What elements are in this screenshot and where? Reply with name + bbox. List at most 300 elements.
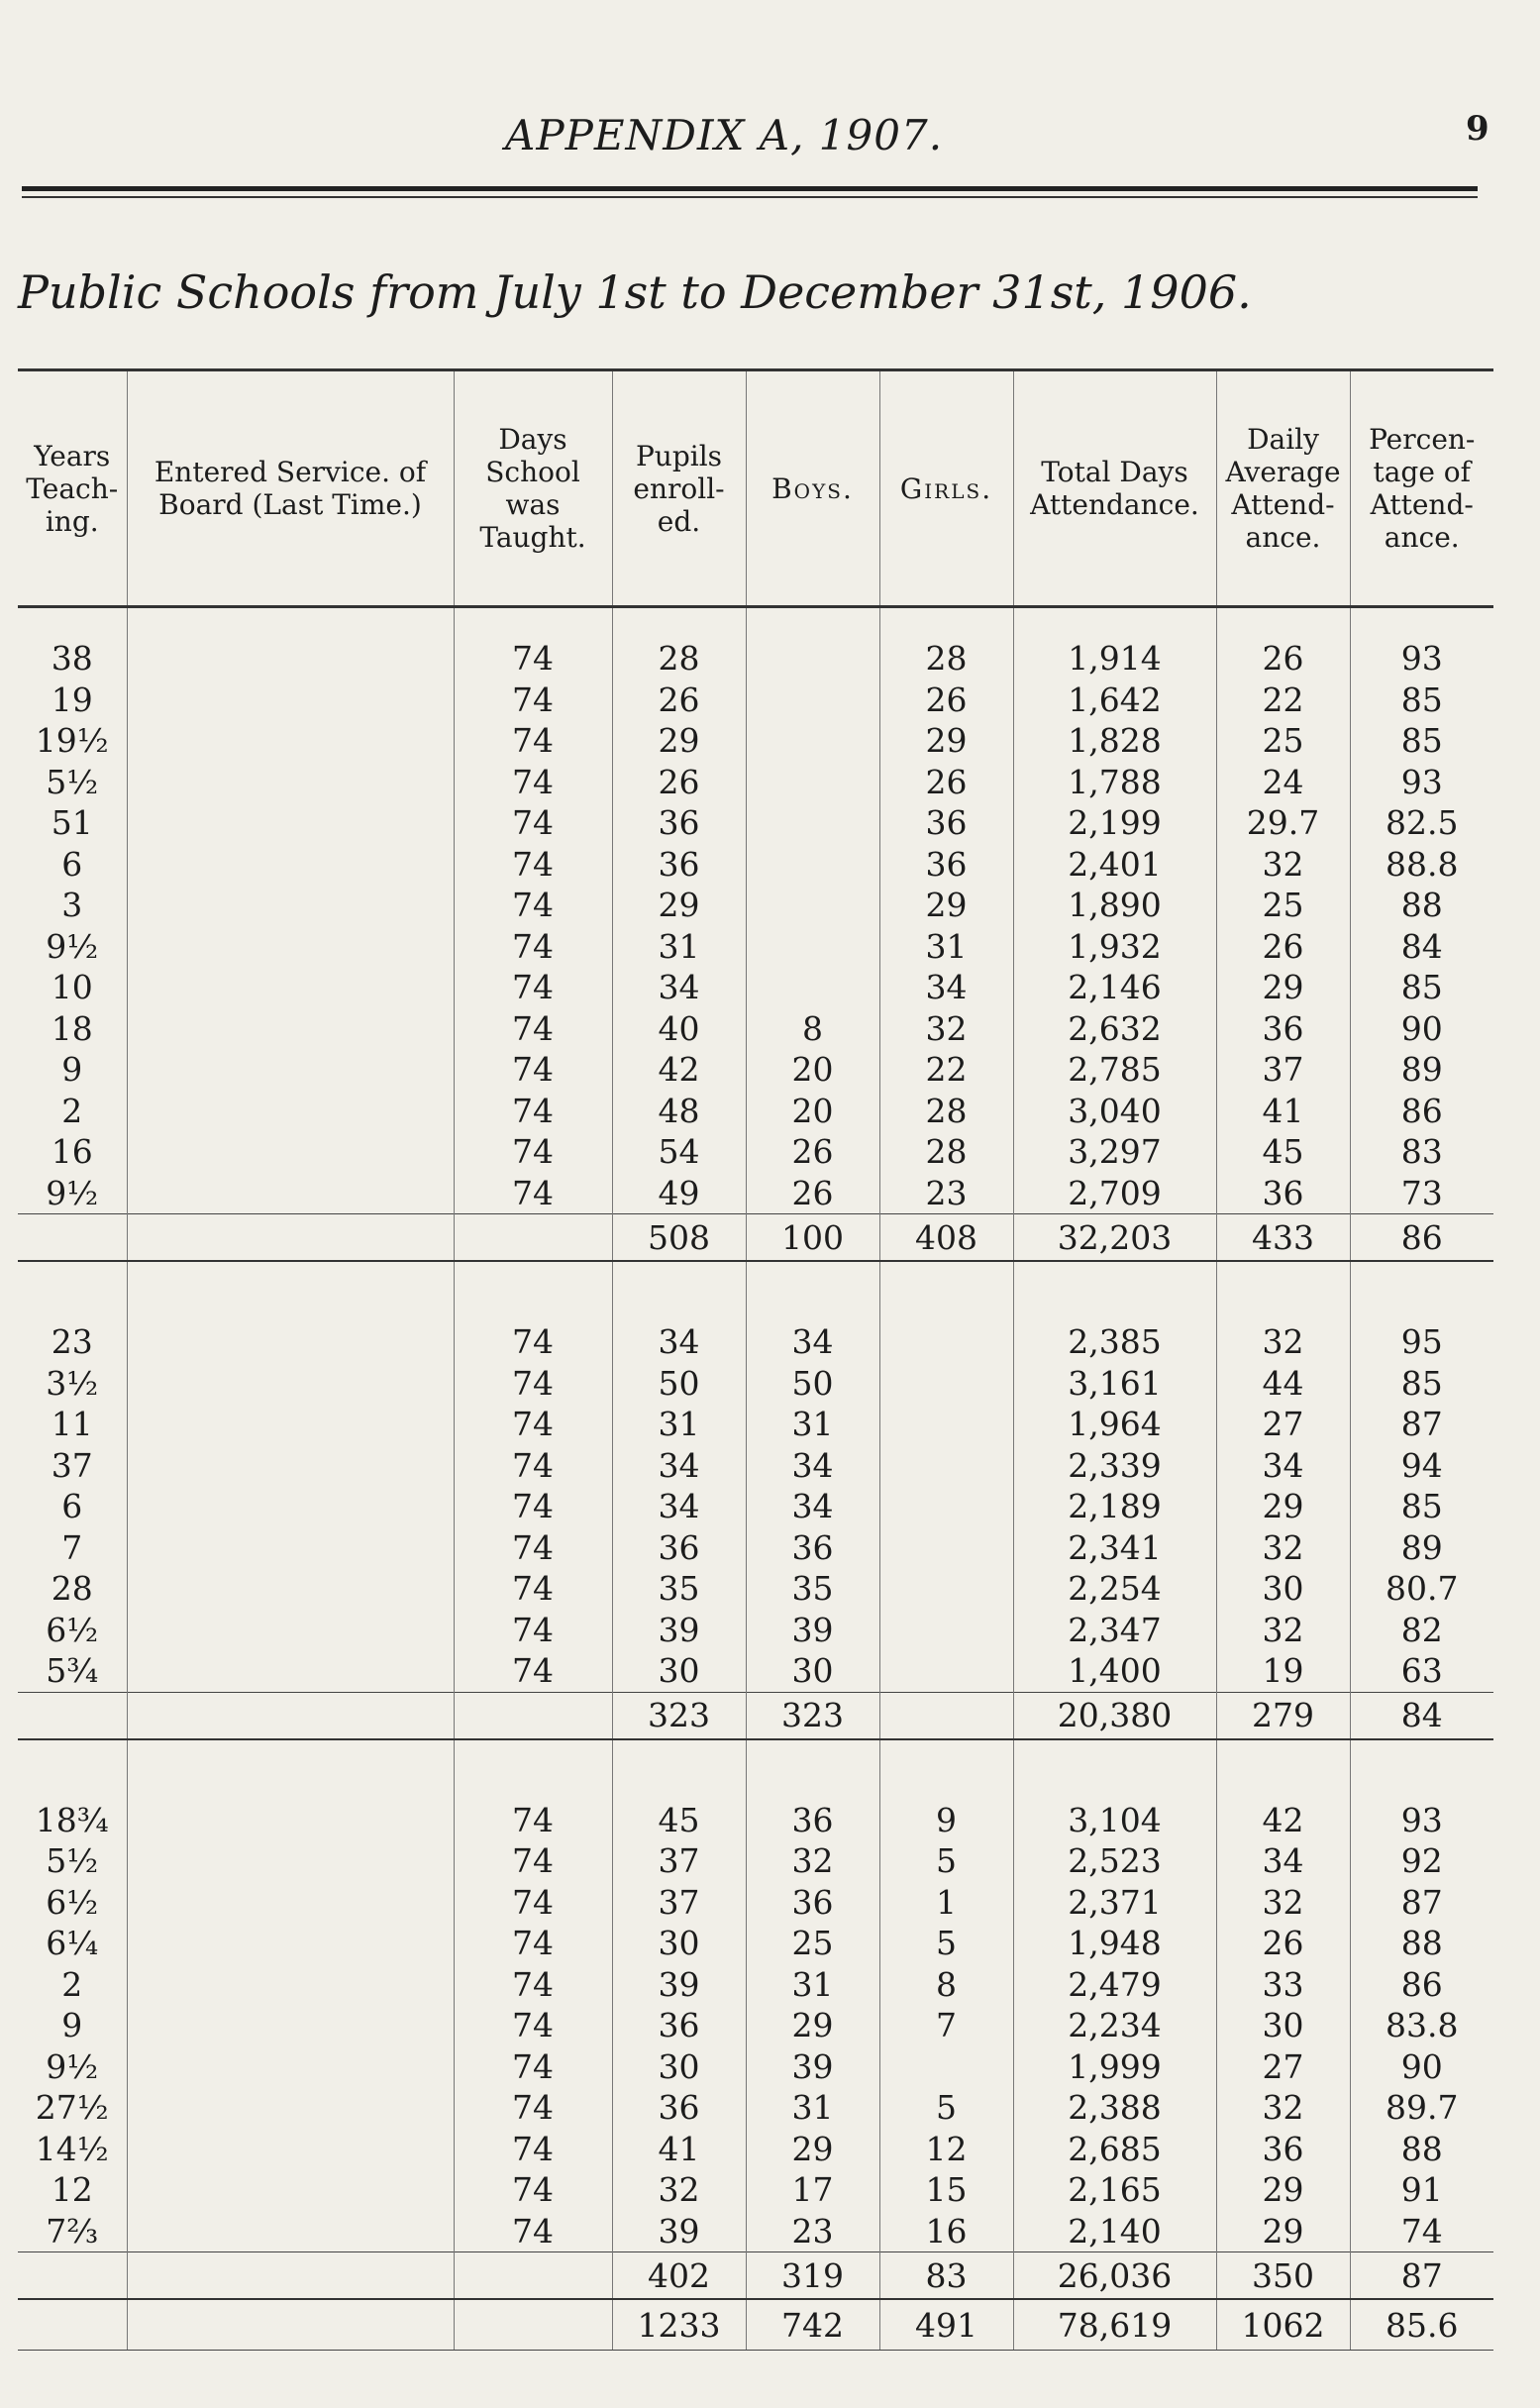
daily-average-cell: 44 (1216, 1363, 1350, 1405)
daily-average-cell: 19 (1216, 1650, 1350, 1692)
years-cell: 9½ (46, 1173, 99, 1212)
daily-average-cell: 27 (1216, 1404, 1350, 1445)
entered-cell (127, 762, 454, 803)
percentage-cell: 87 (1350, 1404, 1493, 1445)
boys-cell (746, 607, 879, 680)
total-days-cell: 2,371 (1013, 1882, 1216, 1924)
daily-average-cell: 24 (1216, 762, 1350, 803)
percentage-cell: 87 (1350, 1882, 1493, 1924)
days-cell: 74 (454, 1486, 612, 1527)
pupils-cell: 35 (612, 1568, 746, 1610)
girls-cell (879, 1261, 1013, 1292)
years-cell: 28 (51, 1569, 93, 1609)
entered-cell (127, 1964, 454, 2006)
table-row (18, 1363, 1493, 1405)
years-cell (18, 1692, 127, 1739)
days-cell (454, 1739, 612, 1770)
days-cell: 74 (454, 1650, 612, 1692)
girls-cell: 16 (879, 2211, 1013, 2252)
boys-cell: 29 (746, 2005, 879, 2046)
daily-average-cell: 37 (1216, 1049, 1350, 1091)
boys-cell: 31 (746, 2087, 879, 2129)
girls-cell: 23 (879, 1173, 1013, 1214)
col-boys: Boys. (746, 370, 879, 607)
percentage-cell: 73 (1350, 1173, 1493, 1214)
entered-cell (127, 2129, 454, 2170)
boys-cell (746, 1261, 879, 1292)
total-days-cell: 2,165 (1013, 2169, 1216, 2211)
table-row (18, 1404, 1493, 1445)
pupils-cell: 39 (612, 1964, 746, 2006)
daily-average-cell: 34 (1216, 1445, 1350, 1487)
pupils-cell (612, 1739, 746, 1770)
percentage-cell: 84 (1350, 1692, 1493, 1739)
pupils-cell: 31 (612, 1404, 746, 1445)
girls-cell: 491 (879, 2299, 1013, 2351)
pupils-cell: 41 (612, 2129, 746, 2170)
table-row (18, 1486, 1493, 1527)
girls-cell (879, 1363, 1013, 1405)
daily-average-cell: 1062 (1216, 2299, 1350, 2351)
pupils-cell: 34 (612, 1292, 746, 1363)
boys-cell: 36 (746, 1770, 879, 1841)
percentage-cell: 88 (1350, 1923, 1493, 1964)
years-cell: 2 (61, 1091, 83, 1130)
daily-average-cell: 32 (1216, 1527, 1350, 1569)
boys-cell (746, 844, 879, 886)
pupils-cell: 29 (612, 720, 746, 762)
days-cell: 74 (454, 2211, 612, 2252)
total-days-cell: 32,203 (1013, 1214, 1216, 1262)
pupils-cell: 34 (612, 967, 746, 1008)
boys-cell: 25 (746, 1923, 879, 1964)
table-row (18, 1610, 1493, 1651)
percentage-cell (1350, 1261, 1493, 1292)
years-cell (18, 1739, 127, 1770)
days-cell: 74 (454, 2129, 612, 2170)
percentage-cell: 86 (1350, 1091, 1493, 1132)
entered-cell (127, 1214, 454, 1262)
boys-cell (746, 802, 879, 844)
boys-cell: 34 (746, 1445, 879, 1487)
days-cell: 74 (454, 1292, 612, 1363)
days-cell: 74 (454, 1445, 612, 1487)
table-subtitle: Public Schools from July 1st to December 31st, 1906. (18, 265, 1252, 319)
girls-cell: 29 (879, 720, 1013, 762)
pupils-cell: 54 (612, 1131, 746, 1173)
boys-cell (746, 885, 879, 926)
years-cell: 6 (61, 844, 83, 884)
header-rule-thin (22, 196, 1478, 198)
daily-average-cell: 32 (1216, 2087, 1350, 2129)
pupils-cell: 48 (612, 1091, 746, 1132)
girls-cell (879, 1692, 1013, 1739)
pupils-cell: 40 (612, 1008, 746, 1050)
table-row (18, 2046, 1493, 2088)
girls-cell: 9 (879, 1770, 1013, 1841)
daily-average-cell: 27 (1216, 2046, 1350, 2088)
table-row (18, 1049, 1493, 1091)
total-days-cell: 2,341 (1013, 1527, 1216, 1569)
boys-cell: 8 (746, 1008, 879, 1050)
percentage-cell: 63 (1350, 1650, 1493, 1692)
percentage-cell (1350, 1739, 1493, 1770)
group-total-row (18, 2252, 1493, 2300)
days-cell: 74 (454, 2087, 612, 2129)
daily-average-cell: 26 (1216, 1923, 1350, 1964)
days-cell: 74 (454, 1964, 612, 2006)
daily-average-cell: 22 (1216, 680, 1350, 721)
years-cell: 6¼ (46, 1924, 99, 1963)
years-cell: 19½ (35, 721, 109, 761)
total-days-cell: 2,785 (1013, 1049, 1216, 1091)
daily-average-cell (1216, 1261, 1350, 1292)
total-days-cell (1013, 1261, 1216, 1292)
percentage-cell: 85 (1350, 1486, 1493, 1527)
days-cell: 74 (454, 1008, 612, 1050)
entered-cell (127, 1486, 454, 1527)
total-days-cell: 1,890 (1013, 885, 1216, 926)
table-row (18, 1445, 1493, 1487)
total-days-cell: 2,523 (1013, 1840, 1216, 1882)
pupils-cell: 36 (612, 2005, 746, 2046)
years-cell: 23 (51, 1322, 93, 1362)
boys-cell: 39 (746, 1610, 879, 1651)
years-cell (18, 2252, 127, 2300)
entered-cell (127, 885, 454, 926)
percentage-cell: 93 (1350, 1770, 1493, 1841)
daily-average-cell: 350 (1216, 2252, 1350, 2300)
table-row (18, 2005, 1493, 2046)
pupils-cell: 37 (612, 1882, 746, 1924)
years-cell: 6½ (46, 1610, 99, 1649)
entered-cell (127, 1131, 454, 1173)
years-cell: 9½ (46, 926, 99, 966)
pupils-cell: 31 (612, 926, 746, 968)
pupils-cell (612, 1261, 746, 1292)
boys-cell: 39 (746, 2046, 879, 2088)
total-days-cell: 1,828 (1013, 720, 1216, 762)
percentage-cell: 85 (1350, 680, 1493, 721)
table-row (18, 1964, 1493, 2006)
days-cell: 74 (454, 1363, 612, 1405)
pupils-cell: 39 (612, 1610, 746, 1651)
girls-cell: 22 (879, 1049, 1013, 1091)
group-total-row (18, 1214, 1493, 1262)
days-cell: 74 (454, 1882, 612, 1924)
pupils-cell: 30 (612, 1650, 746, 1692)
girls-cell (879, 1610, 1013, 1651)
days-cell (454, 2252, 612, 2300)
girls-cell: 5 (879, 2087, 1013, 2129)
percentage-cell: 95 (1350, 1292, 1493, 1363)
boys-cell: 20 (746, 1091, 879, 1132)
days-cell: 74 (454, 844, 612, 886)
total-days-cell: 2,632 (1013, 1008, 1216, 1050)
boys-cell: 323 (746, 1692, 879, 1739)
daily-average-cell: 279 (1216, 1692, 1350, 1739)
years-cell: 14½ (35, 2129, 109, 2168)
daily-average-cell: 33 (1216, 1964, 1350, 2006)
girls-cell (879, 1650, 1013, 1692)
years-cell (18, 1261, 127, 1292)
table-row (18, 802, 1493, 844)
col-girls: Girls. (879, 370, 1013, 607)
girls-cell (879, 1527, 1013, 1569)
years-cell: 51 (51, 803, 93, 843)
girls-cell (879, 1739, 1013, 1770)
girls-cell: 8 (879, 1964, 1013, 2006)
pupils-cell: 36 (612, 802, 746, 844)
entered-cell (127, 802, 454, 844)
daily-average-cell: 30 (1216, 2005, 1350, 2046)
boys-cell: 17 (746, 2169, 879, 2211)
group-gap (18, 1261, 1493, 1292)
table-body (18, 607, 1493, 2351)
table-row (18, 967, 1493, 1008)
total-days-cell: 2,234 (1013, 2005, 1216, 2046)
total-days-cell: 1,914 (1013, 607, 1216, 680)
percentage-cell: 83.8 (1350, 2005, 1493, 2046)
daily-average-cell: 32 (1216, 1610, 1350, 1651)
daily-average-cell: 36 (1216, 1008, 1350, 1050)
days-cell: 74 (454, 1568, 612, 1610)
table-row (18, 2129, 1493, 2170)
table-row (18, 680, 1493, 721)
percentage-cell: 93 (1350, 762, 1493, 803)
total-days-cell: 26,036 (1013, 2252, 1216, 2300)
percentage-cell: 92 (1350, 1840, 1493, 1882)
boys-cell: 29 (746, 2129, 879, 2170)
total-days-cell: 1,788 (1013, 762, 1216, 803)
entered-cell (127, 1173, 454, 1214)
boys-cell: 26 (746, 1131, 879, 1173)
entered-cell (127, 2299, 454, 2351)
col-total-days: Total Days Attendance. (1013, 370, 1216, 607)
boys-cell (746, 680, 879, 721)
girls-cell: 408 (879, 1214, 1013, 1262)
girls-cell: 36 (879, 802, 1013, 844)
daily-average-cell: 42 (1216, 1770, 1350, 1841)
entered-cell (127, 1650, 454, 1692)
years-cell: 9½ (46, 2046, 99, 2086)
pupils-cell: 34 (612, 1486, 746, 1527)
girls-cell: 36 (879, 844, 1013, 886)
entered-cell (127, 680, 454, 721)
total-days-cell: 3,040 (1013, 1091, 1216, 1132)
entered-cell (127, 1091, 454, 1132)
daily-average-cell: 25 (1216, 720, 1350, 762)
percentage-cell: 82.5 (1350, 802, 1493, 844)
table-row (18, 885, 1493, 926)
entered-cell (127, 2252, 454, 2300)
entered-cell (127, 2169, 454, 2211)
boys-cell: 23 (746, 2211, 879, 2252)
pupils-cell: 49 (612, 1173, 746, 1214)
days-cell: 74 (454, 1840, 612, 1882)
total-days-cell: 2,347 (1013, 1610, 1216, 1651)
pupils-cell: 36 (612, 844, 746, 886)
years-cell: 27½ (35, 2088, 109, 2128)
table-row (18, 2087, 1493, 2129)
percentage-cell: 85 (1350, 967, 1493, 1008)
total-days-cell: 2,254 (1013, 1568, 1216, 1610)
girls-cell (879, 1404, 1013, 1445)
pupils-cell: 36 (612, 1527, 746, 1569)
pupils-cell: 37 (612, 1840, 746, 1882)
percentage-cell: 88 (1350, 2129, 1493, 2170)
years-cell: 16 (51, 1132, 93, 1172)
years-cell: 37 (51, 1445, 93, 1485)
years-cell: 6 (61, 1487, 83, 1526)
percentage-cell: 84 (1350, 926, 1493, 968)
years-cell: 38 (51, 639, 93, 679)
pupils-cell: 30 (612, 1923, 746, 1964)
total-days-cell: 2,199 (1013, 802, 1216, 844)
percentage-cell: 89.7 (1350, 2087, 1493, 2129)
daily-average-cell: 36 (1216, 1173, 1350, 1214)
girls-cell: 5 (879, 1840, 1013, 1882)
grand-total-row (18, 2299, 1493, 2351)
days-cell (454, 1214, 612, 1262)
boys-cell: 20 (746, 1049, 879, 1091)
years-cell: 10 (51, 968, 93, 1007)
days-cell: 74 (454, 762, 612, 803)
total-days-cell: 2,385 (1013, 1292, 1216, 1363)
entered-cell (127, 844, 454, 886)
years-cell: 18 (51, 1008, 93, 1048)
days-cell: 74 (454, 1049, 612, 1091)
entered-cell (127, 720, 454, 762)
entered-cell (127, 967, 454, 1008)
boys-cell: 31 (746, 1964, 879, 2006)
days-cell: 74 (454, 967, 612, 1008)
table-row (18, 844, 1493, 886)
table-row (18, 607, 1493, 680)
girls-cell (879, 1292, 1013, 1363)
pupils-cell: 323 (612, 1692, 746, 1739)
boys-cell: 31 (746, 1404, 879, 1445)
years-cell: 12 (51, 2170, 93, 2210)
total-days-cell: 3,297 (1013, 1131, 1216, 1173)
years-cell: 6½ (46, 1882, 99, 1922)
entered-cell (127, 1692, 454, 1739)
pupils-cell: 36 (612, 2087, 746, 2129)
days-cell: 74 (454, 2005, 612, 2046)
pupils-cell: 28 (612, 607, 746, 680)
daily-average-cell: 25 (1216, 885, 1350, 926)
pupils-cell: 34 (612, 1445, 746, 1487)
boys-cell: 34 (746, 1292, 879, 1363)
table-row (18, 1131, 1493, 1173)
col-daily-average: Daily Average Attend-ance. (1216, 370, 1350, 607)
days-cell: 74 (454, 1527, 612, 1569)
days-cell: 74 (454, 2169, 612, 2211)
years-cell: 9 (61, 2006, 83, 2045)
girls-cell: 15 (879, 2169, 1013, 2211)
girls-cell: 26 (879, 762, 1013, 803)
boys-cell (746, 1739, 879, 1770)
table-row (18, 1527, 1493, 1569)
daily-average-cell: 29 (1216, 2169, 1350, 2211)
pupils-cell: 39 (612, 2211, 746, 2252)
percentage-cell: 89 (1350, 1527, 1493, 1569)
days-cell: 74 (454, 607, 612, 680)
entered-cell (127, 1363, 454, 1405)
years-cell: 9 (61, 1050, 83, 1090)
percentage-cell: 94 (1350, 1445, 1493, 1487)
days-cell: 74 (454, 1091, 612, 1132)
pupils-cell: 50 (612, 1363, 746, 1405)
days-cell: 74 (454, 2046, 612, 2088)
col-years: Years Teach-ing. (18, 370, 127, 607)
percentage-cell: 90 (1350, 2046, 1493, 2088)
total-days-cell: 2,401 (1013, 844, 1216, 886)
boys-cell: 32 (746, 1840, 879, 1882)
entered-cell (127, 1739, 454, 1770)
table-row (18, 762, 1493, 803)
entered-cell (127, 2046, 454, 2088)
total-days-cell: 1,999 (1013, 2046, 1216, 2088)
pupils-cell: 32 (612, 2169, 746, 2211)
girls-cell: 83 (879, 2252, 1013, 2300)
col-pupils-enrolled: Pupils enroll-ed. (612, 370, 746, 607)
boys-cell: 34 (746, 1486, 879, 1527)
girls-cell (879, 1445, 1013, 1487)
total-days-cell: 2,388 (1013, 2087, 1216, 2129)
percentage-cell: 80.7 (1350, 1568, 1493, 1610)
header-row (18, 370, 1493, 607)
entered-cell (127, 1292, 454, 1363)
daily-average-cell: 32 (1216, 1292, 1350, 1363)
entered-cell (127, 1527, 454, 1569)
daily-average-cell: 45 (1216, 1131, 1350, 1173)
years-cell: 2 (61, 1964, 83, 2004)
boys-cell (746, 926, 879, 968)
pupils-cell: 402 (612, 2252, 746, 2300)
entered-cell (127, 1923, 454, 1964)
years-cell: 7 (61, 1527, 83, 1567)
total-days-cell: 78,619 (1013, 2299, 1216, 2351)
girls-cell: 28 (879, 607, 1013, 680)
total-days-cell: 2,339 (1013, 1445, 1216, 1487)
total-days-cell: 1,932 (1013, 926, 1216, 968)
days-cell: 74 (454, 680, 612, 721)
total-days-cell: 2,479 (1013, 1964, 1216, 2006)
table-row (18, 1008, 1493, 1050)
group-gap (18, 1739, 1493, 1770)
girls-cell: 1 (879, 1882, 1013, 1924)
entered-cell (127, 1882, 454, 1924)
entered-cell (127, 2211, 454, 2252)
col-days-taught: Days School was Taught. (454, 370, 612, 607)
daily-average-cell: 34 (1216, 1840, 1350, 1882)
years-cell: 5½ (46, 762, 99, 801)
boys-cell: 319 (746, 2252, 879, 2300)
percentage-cell: 86 (1350, 1964, 1493, 2006)
total-days-cell (1013, 1739, 1216, 1770)
boys-cell: 742 (746, 2299, 879, 2351)
girls-cell (879, 1486, 1013, 1527)
percentage-cell: 88.8 (1350, 844, 1493, 886)
entered-cell (127, 1445, 454, 1487)
boys-cell (746, 762, 879, 803)
percentage-cell: 93 (1350, 607, 1493, 680)
percentage-cell: 85 (1350, 1363, 1493, 1405)
days-cell (454, 1692, 612, 1739)
days-cell: 74 (454, 1923, 612, 1964)
entered-cell (127, 1049, 454, 1091)
